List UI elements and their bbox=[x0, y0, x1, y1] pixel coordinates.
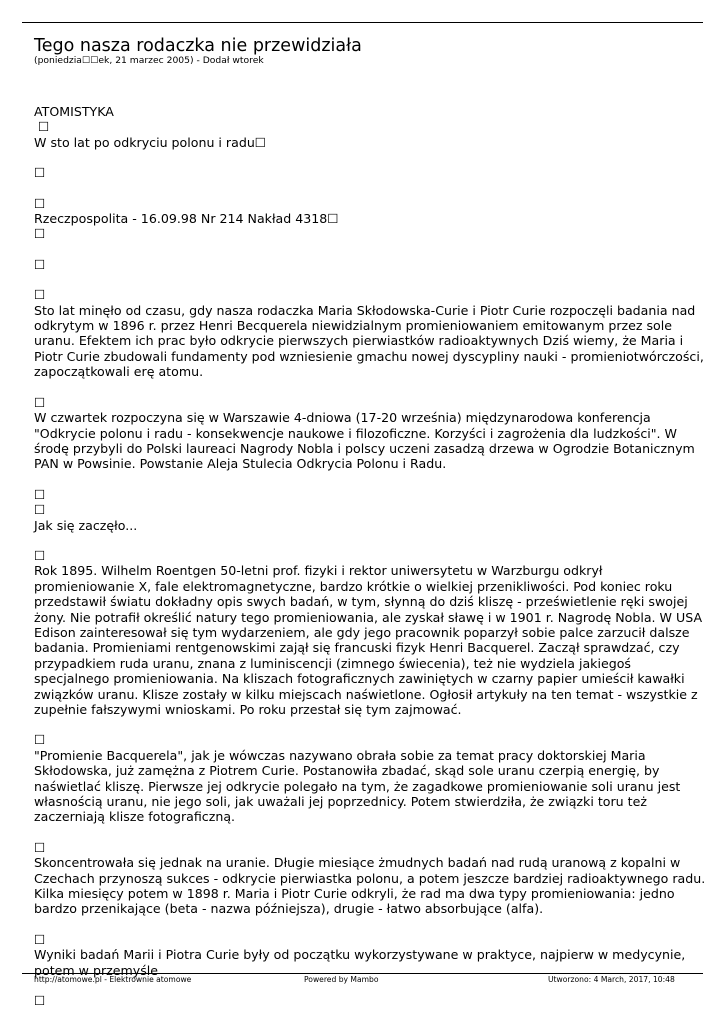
article-title: Tego nasza rodaczka nie przewidziała bbox=[34, 36, 362, 56]
box-glyph: ☐ bbox=[34, 547, 46, 563]
paragraph: Rok 1895. Wilhelm Roentgen 50-letni prof. fizyki i rektor uniwersytetu w Warzburgu odkrył promieniowanie X, fale elektromagnetyczne, bardzo krótkie o wielkiej przenikliwości. Pod koniec roku przedstawił światu dokładny opis swych badań, w tym, słynną do dziś kliszę - prześwietlenie ręki swojej żony. Nie potrafił określić natury tego promieniowania, ale zyskał sławę i w 1901 r. Nagrodę Nobla. W USA Edison zainteresował się tym wydarzeniem, ale gdy jego pracownik poparzył sobie palce zarzucił dalsze badania. Promieniami rentgenowskimi zajął się francuski fizyk Henri Bacquerel. Zaczął sprawdzać, czy przypadkiem ruda uranu, znana z luminiscencji (zimnego świecenia), też nie wydziela jakiegoś specjalnego promieniowania. Na kliszach fotograficznych zawiniętych w czarny papier umieścił kawałki związków uranu. Klisze zostały w kilku miejscach naświetlone. Ogłosił artykuły na ten temat - wszystkie z zupełnie fałszywymi wnioskami. Po roku przestał się tym zajmować. bbox=[34, 563, 703, 717]
box-glyph: ☐ bbox=[34, 993, 46, 1009]
top-rule bbox=[22, 22, 703, 23]
article-meta: (poniedzia☐☐ek, 21 marzec 2005) - Dodał wtorek bbox=[34, 55, 264, 66]
paragraph: Skoncentrowała się jednak na uranie. Długie miesiące żmudnych badań nad rudą uranową z kopalni w Czechach przynoszą sukces - odkrycie pierwiastka polonu, a potem jeszcze bardziej radioaktywnego radu. Kilka miesięcy potem w 1898 r. Maria i Piotr Curie odkryli, że rad ma dwa typy promieniowania: jedno bardzo przenikające (beta - nazwa późniejsza), drugie - łatwo absorbujące (alfa). bbox=[34, 855, 706, 917]
box-glyph: ☐ bbox=[38, 119, 50, 135]
section-label: ATOMISTYKA bbox=[34, 104, 114, 119]
box-glyph: ☐ bbox=[34, 165, 46, 181]
box-glyph: ☐ bbox=[34, 394, 46, 410]
paragraph: "Promienie Bacquerela", jak je wówczas nazywano obrała sobie za temat pracy doktorskiej Maria Skłodowska, już zamężna z Piotrem Curie. Postanowiła zbadać, skąd sole uranu czerpią energię, by naświetlać kliszę. Pierwsze jej odkrycie polegało na tym, że zagadkowe promieniowanie soli uranu jest własnością uranu, nie jego soli, jak uważali jej poprzednicy. Potem stwierdziła, że związki toru też zaczerniają klisze fotograficzną. bbox=[34, 747, 681, 825]
source-line: Rzeczpospolita - 16.09.98 Nr 214 Nakład 4318☐ bbox=[34, 211, 339, 227]
box-glyph: ☐ bbox=[34, 195, 46, 211]
footer-created-date: Utworzono: 4 March, 2017, 10:48 bbox=[548, 975, 675, 984]
box-glyph: ☐ bbox=[34, 256, 46, 272]
footer-powered-by: Powered by Mambo bbox=[304, 975, 379, 984]
bottom-rule bbox=[22, 973, 703, 974]
box-glyph: ☐ bbox=[34, 732, 46, 748]
box-glyph: ☐ bbox=[34, 839, 46, 855]
paragraph: Sto lat minęło od czasu, gdy nasza rodaczka Maria Skłodowska-Curie i Piotr Curie rozpoczęli badania nad odkrytym w 1896 r. przez Henri Becquerela niewidzialnym promieniowaniem emitowanym przez sole uranu. Efektem ich prac było odkrycie pierwszych pierwiastków radioaktywnych Dziś wiemy, że Maria i Piotr Curie zbudowali fundamenty pod wzniesienie gmachu nowej dyscypliny nauki - promieniotwórczości, zapoczątkowali erę atomu. bbox=[34, 302, 704, 380]
section-heading: Jak się zaczęło... bbox=[34, 517, 138, 533]
box-glyph: ☐ bbox=[34, 931, 46, 947]
footer-site-link[interactable]: http://atomowe.pl - Elektrownie atomowe bbox=[34, 975, 192, 984]
box-glyph: ☐ bbox=[34, 226, 46, 242]
paragraph: W czwartek rozpoczyna się w Warszawie 4-dniowa (17-20 września) międzynarodowa konferencja "Odkrycie polonu i radu - konsekwencje naukowe i filozoficzne. Korzyści i zagrożenia dla ludzkości". W środę przybyli do Polski laureaci Nagrody Nobla i polscy uczeni zasadzą drzewa w Ogrodzie Botanicznym PAN w Powsinie. Powstanie Aleja Stulecia Odkrycia Polonu i Radu. bbox=[34, 410, 695, 472]
box-glyph: ☐ bbox=[34, 486, 46, 502]
article-subtitle: W sto lat po odkryciu polonu i radu☐ bbox=[34, 134, 267, 150]
paragraph: Wyniki badań Marii i Piotra Curie były od początku wykorzystywane w praktyce, najpierw w medycynie, potem w przemyśle bbox=[34, 947, 686, 978]
box-glyph: ☐ bbox=[34, 287, 46, 303]
article-body bbox=[34, 104, 706, 1009]
box-glyph: ☐ bbox=[34, 502, 46, 518]
